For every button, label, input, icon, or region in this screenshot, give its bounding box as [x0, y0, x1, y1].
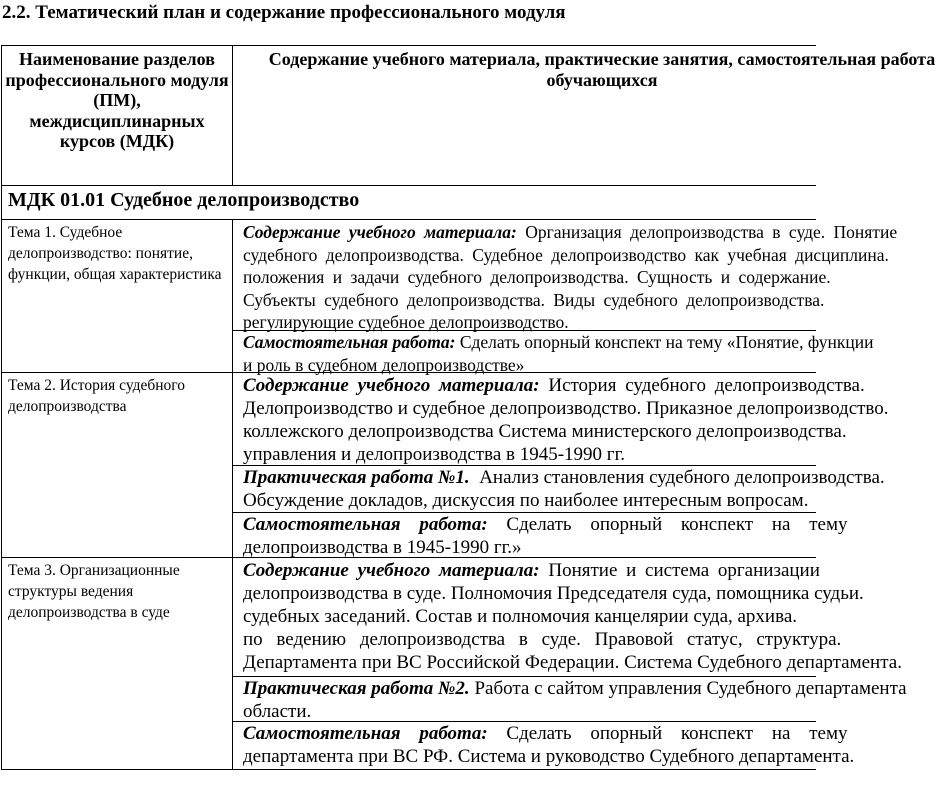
topic-1-selfwork-label: Самостоятельная работа:	[243, 332, 456, 352]
topic-3-name: Тема 3. Организационные структуры ведения делопроизводства в суде	[8, 562, 180, 621]
section-title: МДК 01.01 Судебное делопроизводство	[8, 189, 360, 211]
topic-2-name: Тема 2. История судебного делопроизводства	[8, 377, 186, 415]
topic-1-name: Тема 1. Судебное делопроизводство: понятие, функции, общая характеристика	[8, 224, 222, 283]
topic-3-content-block: Содержание учебного материала: Понятие и система организации делопроизводства в суде. Полномочия Председателя суда, помощника судьи. судебных заседаний. Состав и полномочия канцелярии суда, архива. по ведению делопроизводства в суде. Правовой статус, структура. Департамента при ВС Российской Федерации. Система Судебного департамента.	[243, 560, 902, 673]
header-col-content: Содержание учебного материала, практические занятия, самостоятельная работа обучающихся	[268, 49, 936, 90]
topic-2-selfwork-label: Самостоятельная работа:	[243, 514, 488, 535]
topic-2-practice-block: Практическая работа №1. Анализ становления судебного делопроизводства. Обсуждение докладов, дискуссия по наиболее интересным вопросам.	[243, 467, 885, 511]
topic-2-content-label: Содержание учебного материала:	[243, 375, 540, 396]
topic-2-selfwork-block: Самостоятельная работа: Сделать опорный конспект на тему делопроизводства в 1945-1990 гг.»	[243, 514, 848, 558]
topic-2-practice-label: Практическая работа №1.	[243, 467, 470, 488]
page-title: 2.2. Тематический план и содержание профессионального модуля	[2, 2, 566, 23]
header-col-section-name: Наименование разделов профессионального модуля (ПМ), междисциплинарных курсов (МДК)	[5, 49, 229, 151]
topic-3-practice-label: Практическая работа №2.	[243, 678, 470, 699]
topic-3-content-label: Содержание учебного материала:	[243, 560, 540, 581]
topic-1-content-label: Содержание учебного материала:	[243, 222, 517, 242]
topic-1-content-block: Содержание учебного материала: Организация делопроизводства в суде. Понятие судебного делопроизводства. Судебное делопроизводство как учебная дисциплина. положения и задачи судебного делопроизводства. Сущность и содержание. Субъекты судебного делопроизводства. Виды судебного делопроизводства. регулирующие судебное делопроизводство.	[243, 222, 898, 332]
topic-3-selfwork-block: Самостоятельная работа: Сделать опорный конспект на тему департамента при ВС РФ. Система и руководство Судебного департамента.	[243, 723, 855, 767]
topic-3-selfwork-label: Самостоятельная работа:	[243, 723, 488, 744]
topic-1-selfwork-block: Самостоятельная работа: Сделать опорный конспект на тему «Понятие, функции и роль в судебном делопроизводстве»	[243, 332, 874, 375]
topic-2-content-block: Содержание учебного материала: История судебного делопроизводства. Делопроизводство и судебное делопроизводство. Приказное делопроизводство. коллежского делопроизводства Система министерского делопроизводства. управления и делопроизводства в 1945-1990 гг.	[243, 375, 889, 465]
topic-3-practice-block: Практическая работа №2. Работа с сайтом управления Судебного департамента области.	[243, 678, 907, 722]
